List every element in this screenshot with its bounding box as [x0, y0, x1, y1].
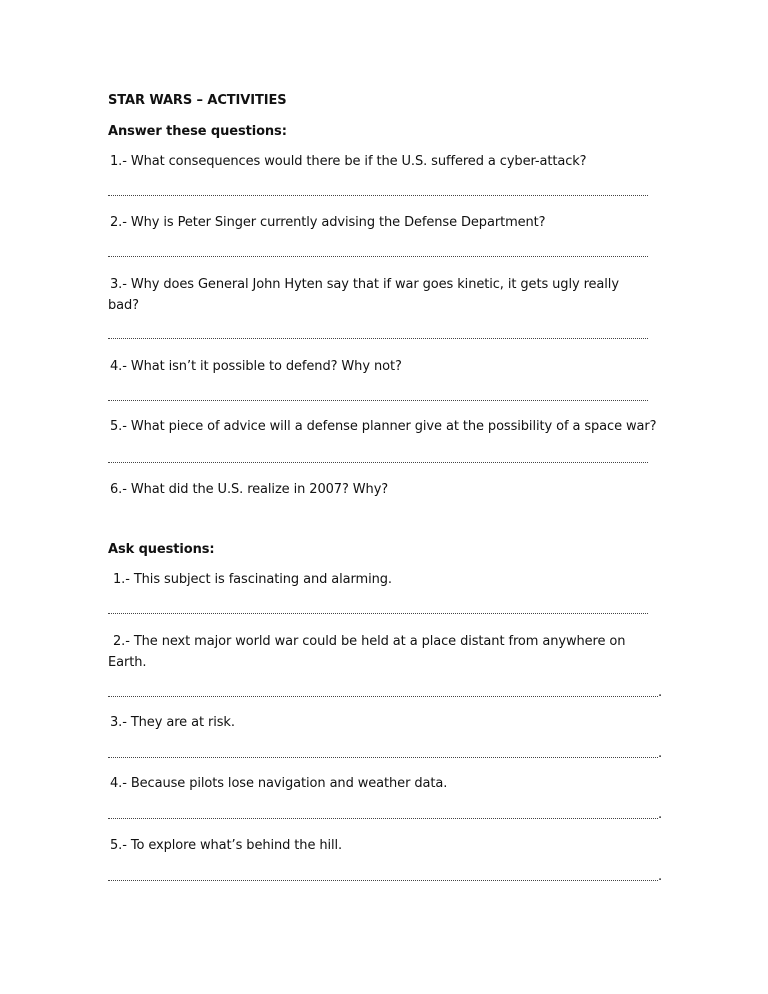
answer-line-2 — [108, 256, 648, 257]
line-end-mark: . — [658, 746, 663, 761]
question-3-continued: bad? — [108, 298, 139, 313]
prompt-2-continued: Earth. — [108, 655, 147, 670]
question-line-2 — [108, 696, 658, 697]
answer-line-5 — [108, 462, 648, 463]
worksheet-title: STAR WARS – ACTIVITIES — [108, 93, 287, 108]
question-3: 3.- Why does General John Hyten say that if war goes kinetic, it gets ugly really — [110, 277, 619, 292]
prompt-4: 4.- Because pilots lose navigation and weather data. — [110, 776, 448, 791]
answer-section-title: Answer these questions: — [108, 124, 287, 139]
line-end-mark: . — [658, 869, 663, 884]
prompt-2: 2.- The next major world war could be held at a place distant from anywhere on — [113, 634, 626, 649]
question-line-4 — [108, 818, 658, 819]
question-6: 6.- What did the U.S. realize in 2007? Why? — [110, 482, 389, 497]
line-end-mark: . — [658, 807, 663, 822]
answer-line-1 — [108, 195, 648, 196]
question-line-3 — [108, 757, 658, 758]
prompt-3: 3.- They are at risk. — [110, 715, 235, 730]
answer-line-3 — [108, 338, 648, 339]
question-4: 4.- What isn’t it possible to defend? Why not? — [110, 359, 402, 374]
answer-line-4 — [108, 400, 648, 401]
question-1: 1.- What consequences would there be if the U.S. suffered a cyber-attack? — [110, 154, 587, 169]
question-line-5 — [108, 880, 658, 881]
question-line-1 — [108, 613, 648, 614]
prompt-1: 1.- This subject is fascinating and alarming. — [113, 572, 392, 587]
question-2: 2.- Why is Peter Singer currently advising the Defense Department? — [110, 215, 546, 230]
line-end-mark: . — [658, 685, 663, 700]
prompt-5: 5.- To explore what’s behind the hill. — [110, 838, 343, 853]
ask-section-title: Ask questions: — [108, 542, 215, 557]
question-5: 5.- What piece of advice will a defense planner give at the possibility of a space war? — [110, 419, 657, 434]
